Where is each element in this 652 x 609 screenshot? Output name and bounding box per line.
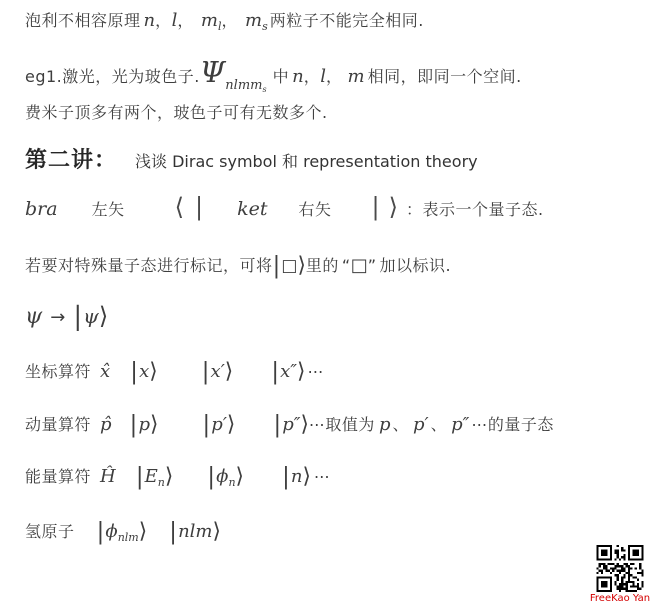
pauli-var-ms: m	[245, 10, 263, 31]
ket-bar-icon: |	[129, 410, 138, 438]
ket-rangle-icon: ⟩	[226, 412, 236, 437]
box-placeholder-icon: □	[350, 255, 368, 276]
ket-bar-icon: |	[96, 517, 105, 545]
ket-value: x′	[210, 361, 225, 382]
eg1-var-m: m	[347, 66, 365, 87]
ket-p-doubleprime	[273, 410, 309, 438]
psi-subsubscript: s	[262, 85, 267, 94]
ket-rangle-icon: ⟩	[300, 412, 309, 437]
ket-phi-n	[207, 462, 244, 490]
langle-icon: ⟨	[174, 193, 184, 221]
marking-text-1: 若要对特殊量子态进行标记，可将	[25, 256, 273, 275]
ket-value: nlm	[178, 521, 213, 542]
rangle-icon: ⟩	[388, 193, 398, 221]
p-hat-operator: p̂	[100, 414, 112, 435]
ket-subscript: nlm	[117, 531, 139, 544]
ket-n	[281, 462, 311, 490]
ket-rangle-icon: ⟩	[302, 464, 311, 489]
ket-rangle-icon: ⟩	[235, 464, 244, 489]
eg1-text-1: 激光，光为玻色子.	[62, 67, 200, 86]
eg1-comma-2: ，	[325, 67, 343, 86]
hydrogen-label: 氢原子	[25, 522, 75, 541]
line-energy-operator	[25, 462, 330, 490]
h-hat-operator: Ĥ	[100, 466, 116, 487]
box-placeholder-icon: □	[281, 256, 298, 276]
ket-bar-icon: |	[371, 193, 380, 221]
momentum-dunhao-1: 、	[392, 415, 409, 434]
ket-bar-icon: |	[271, 357, 280, 385]
ket-value: n	[290, 466, 303, 487]
ket-rangle-icon: ⟩	[297, 359, 306, 384]
ket-subscript: n	[157, 476, 165, 489]
pauli-comma-1: ，	[155, 11, 172, 30]
pauli-text-2: 两粒子不能完全相同.	[269, 11, 424, 30]
pauli-var-ms-sub: s	[262, 20, 268, 33]
qr-code	[595, 545, 645, 592]
ket-energy-n	[135, 462, 174, 490]
ket-cn-label: 右矢	[298, 200, 332, 219]
psi-subscript: nlmm	[225, 78, 263, 93]
line-momentum-operator	[25, 410, 554, 438]
ket-rangle-icon: ⟩	[149, 412, 159, 437]
ket-value: x″	[280, 361, 297, 382]
ket-rangle-icon: ⟩	[149, 359, 158, 384]
pauli-text-1: 泡利不相容原理	[25, 11, 141, 30]
ket-bar-icon: |	[272, 251, 281, 279]
momentum-var-p-doubleprime: p″	[451, 414, 470, 435]
eg1-label: eg1.	[25, 67, 63, 86]
ket-bar-icon: |	[130, 357, 139, 385]
pauli-var-l: l	[171, 10, 178, 31]
ket-x-doubleprime	[271, 357, 306, 385]
eg1-text-3: 相同，即同一个空间.	[367, 67, 522, 86]
ket-rangle-icon: ⟩	[297, 253, 306, 278]
ket-value: p	[138, 414, 150, 435]
marking-text-3: 加以标识.	[379, 256, 452, 275]
ket-phi-nlm	[96, 517, 148, 545]
heading-subtitle: 浅谈 Dirac symbol 和 representation theory	[135, 152, 478, 171]
x-hat-operator: x̂	[100, 361, 111, 382]
ket-value: p′	[211, 414, 227, 435]
ket-rangle-icon: ⟩	[224, 359, 234, 384]
eg1-text-2: 中	[272, 67, 290, 86]
eg1-var-n: n	[292, 66, 304, 87]
ellipsis: ⋯	[307, 362, 324, 381]
ellipsis: ⋯	[471, 415, 488, 434]
pauli-comma-2: ，	[177, 11, 194, 30]
ket-bar-icon: |	[135, 462, 144, 490]
ket-bar-icon: |	[73, 302, 83, 332]
section-heading	[25, 143, 478, 174]
line-hydrogen	[25, 517, 221, 545]
line-eg1	[25, 55, 522, 94]
ket-value: E	[144, 466, 158, 487]
ket-value: ϕ	[216, 466, 229, 487]
bra-bar-icon: |	[194, 193, 204, 221]
ket-subscript: n	[228, 476, 236, 489]
line-position-operator	[25, 357, 324, 385]
ket-bar-icon: |	[201, 357, 210, 385]
momentum-text-1: 取值为	[325, 415, 375, 434]
momentum-var-p: p	[378, 414, 391, 435]
momentum-text-2: 的量子态	[487, 415, 554, 434]
qr-caption: FreeKao Yan	[589, 593, 651, 604]
ket-x-prime	[201, 357, 234, 385]
ket-bar-icon: |	[281, 462, 290, 490]
pauli-var-n: n	[143, 10, 156, 31]
ket-bar-icon: |	[169, 517, 178, 545]
line-braket-def	[25, 193, 544, 221]
line-pauli	[25, 8, 424, 33]
ket-psi	[73, 302, 109, 332]
ellipsis: ⋯	[308, 415, 326, 434]
line-psi-map	[25, 302, 108, 332]
heading-title: 第二讲：	[25, 148, 118, 173]
quote-close: ”	[367, 256, 377, 275]
ket-value: x	[139, 361, 150, 382]
ket-p	[129, 410, 159, 438]
momentum-var-p-prime: p′	[412, 414, 429, 435]
braket-tail-text: ：表示一个量子态.	[405, 200, 544, 219]
bra-word: bra	[25, 198, 58, 220]
line-fermion	[25, 100, 328, 123]
fermion-text: 费米子顶多有两个，玻色子可有无数多个.	[25, 103, 328, 122]
ket-word: ket	[237, 198, 268, 220]
ket-nlm	[169, 517, 221, 545]
psi-symbol: ψ	[25, 304, 43, 329]
ket-value: ϕ	[105, 521, 118, 542]
ket-box	[272, 251, 306, 279]
ket-rangle-icon: ⟩	[212, 519, 221, 544]
momentum-dunhao-2: 、	[430, 415, 448, 434]
ket-bar-icon: |	[202, 410, 211, 438]
ket-bar-icon: |	[273, 410, 282, 438]
bra-cn-label: 左矢	[91, 200, 125, 219]
marking-text-2: 里的	[305, 256, 339, 275]
momentum-label: 动量算符	[25, 415, 92, 434]
pauli-var-ml: m	[200, 10, 218, 31]
ket-x	[130, 357, 158, 385]
ellipsis: ⋯	[313, 467, 331, 486]
ket-bar-icon: |	[207, 462, 216, 490]
ket-p-prime	[202, 410, 236, 438]
quote-open: “	[341, 256, 351, 275]
ket-value: ψ	[83, 304, 99, 328]
psi-uppercase-symbol: Ψ	[199, 55, 226, 89]
arrow-right-icon: →	[50, 307, 66, 328]
pauli-comma-3: ，	[221, 11, 239, 30]
ket-rangle-icon: ⟩	[164, 464, 174, 489]
pauli-var-ml-sub: l	[217, 20, 222, 33]
eg1-comma-1: ，	[303, 67, 321, 86]
line-marking	[25, 251, 451, 279]
ket-value: p″	[282, 414, 301, 435]
position-label: 坐标算符	[25, 362, 92, 381]
ket-rangle-icon: ⟩	[98, 302, 109, 330]
qr-watermark	[588, 545, 652, 604]
energy-label: 能量算符	[25, 467, 92, 486]
eg1-var-l: l	[320, 66, 326, 87]
ket-rangle-icon: ⟩	[138, 519, 148, 544]
